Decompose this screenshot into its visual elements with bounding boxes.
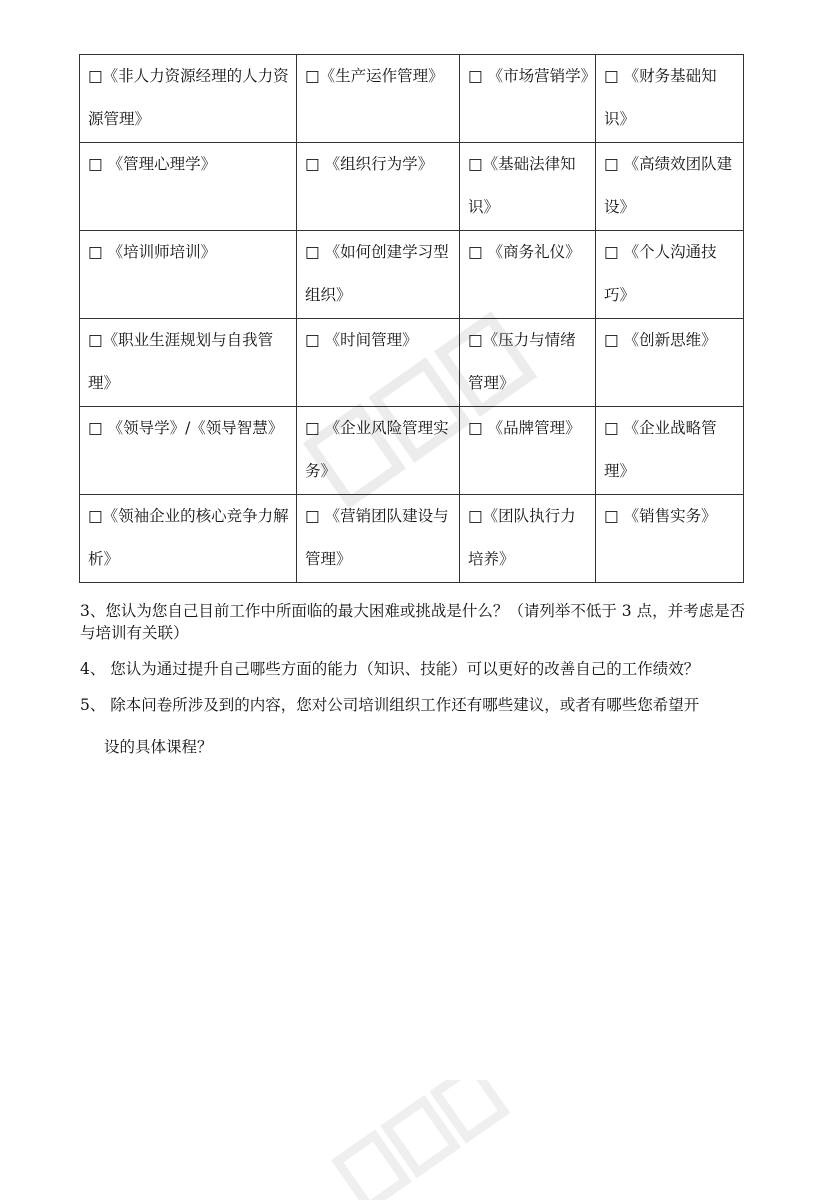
course-label: □《非人力资源经理的人力资源管理》 — [88, 67, 289, 128]
course-label: □《压力与情绪管理》 — [468, 331, 576, 392]
course-label: □ 《企业风险管理实务》 — [305, 419, 449, 480]
course-label: □ 《组织行为学》 — [305, 155, 434, 173]
course-label: □ 《时间管理》 — [305, 331, 418, 349]
question-3: 3、您认为您自己目前工作中所面临的最大困难或挑战是什么？（请列举不低于 3 点，并考虑是否与培训有关联） — [80, 602, 746, 642]
course-cell[interactable] — [80, 495, 297, 583]
course-cell[interactable] — [460, 319, 596, 407]
course-cell[interactable] — [596, 495, 744, 583]
course-label: □ 《如何创建学习型组织》 — [305, 243, 449, 304]
course-cell[interactable] — [596, 143, 744, 231]
course-cell[interactable] — [460, 407, 596, 495]
course-label: □ 《市场营销学》 — [468, 67, 597, 85]
course-label: □ 《创新思维》 — [604, 331, 717, 349]
course-label: □ 《培训师培训》 — [88, 243, 217, 261]
course-cell[interactable] — [297, 231, 460, 319]
course-label: □《团队执行力培养》 — [468, 507, 576, 568]
course-cell[interactable] — [297, 55, 460, 143]
course-label: □ 《个人沟通技巧》 — [604, 243, 717, 304]
watermark-logo-bottom — [320, 1080, 520, 1200]
course-cell[interactable] — [596, 319, 744, 407]
course-label: □《生产运作管理》 — [305, 67, 444, 85]
course-cell[interactable] — [460, 231, 596, 319]
course-cell[interactable] — [297, 319, 460, 407]
course-label: □ 《销售实务》 — [604, 507, 717, 525]
course-cell[interactable] — [460, 143, 596, 231]
course-table — [79, 54, 744, 583]
course-label: □ 《营销团队建设与管理》 — [305, 507, 449, 568]
course-cell[interactable] — [297, 407, 460, 495]
course-cell[interactable] — [596, 55, 744, 143]
course-cell[interactable] — [460, 55, 596, 143]
table-row — [80, 319, 744, 407]
table-row — [80, 55, 744, 143]
question-5-line-1: 5、 除本问卷所涉及到的内容，您对公司培训组织工作还有哪些建议，或者有哪些您希望开 — [80, 696, 700, 714]
course-label: □ 《品牌管理》 — [468, 419, 581, 437]
course-cell[interactable] — [80, 55, 297, 143]
question-4: 4、 您认为通过提升自己哪些方面的能力（知识、技能）可以更好的改善自己的工作绩效？ — [80, 660, 700, 678]
table-row — [80, 231, 744, 319]
course-label: □ 《高绩效团队建设》 — [604, 155, 733, 216]
course-label: □ 《领导学》/《领导智慧》 — [88, 419, 284, 437]
course-label: □ 《管理心理学》 — [88, 155, 217, 173]
course-cell[interactable] — [460, 495, 596, 583]
course-cell[interactable] — [80, 319, 297, 407]
course-cell[interactable] — [80, 231, 297, 319]
table-row — [80, 143, 744, 231]
course-label: □ 《企业战略管理》 — [604, 419, 717, 480]
course-cell[interactable] — [297, 495, 460, 583]
course-cell[interactable] — [596, 231, 744, 319]
course-label: □《职业生涯规划与自我管理》 — [88, 331, 274, 392]
course-cell[interactable] — [596, 407, 744, 495]
course-cell[interactable] — [80, 143, 297, 231]
course-label: □ 《商务礼仪》 — [468, 243, 581, 261]
table-row — [80, 407, 744, 495]
course-cell[interactable] — [297, 143, 460, 231]
course-label: □ 《财务基础知识》 — [604, 67, 717, 128]
course-label: □《基础法律知识》 — [468, 155, 576, 216]
question-list — [80, 600, 746, 758]
table-row — [80, 495, 744, 583]
question-5-line-2: 设的具体课程？ — [104, 738, 213, 756]
course-cell[interactable] — [80, 407, 297, 495]
course-label: □《领袖企业的核心竞争力解析》 — [88, 507, 289, 568]
